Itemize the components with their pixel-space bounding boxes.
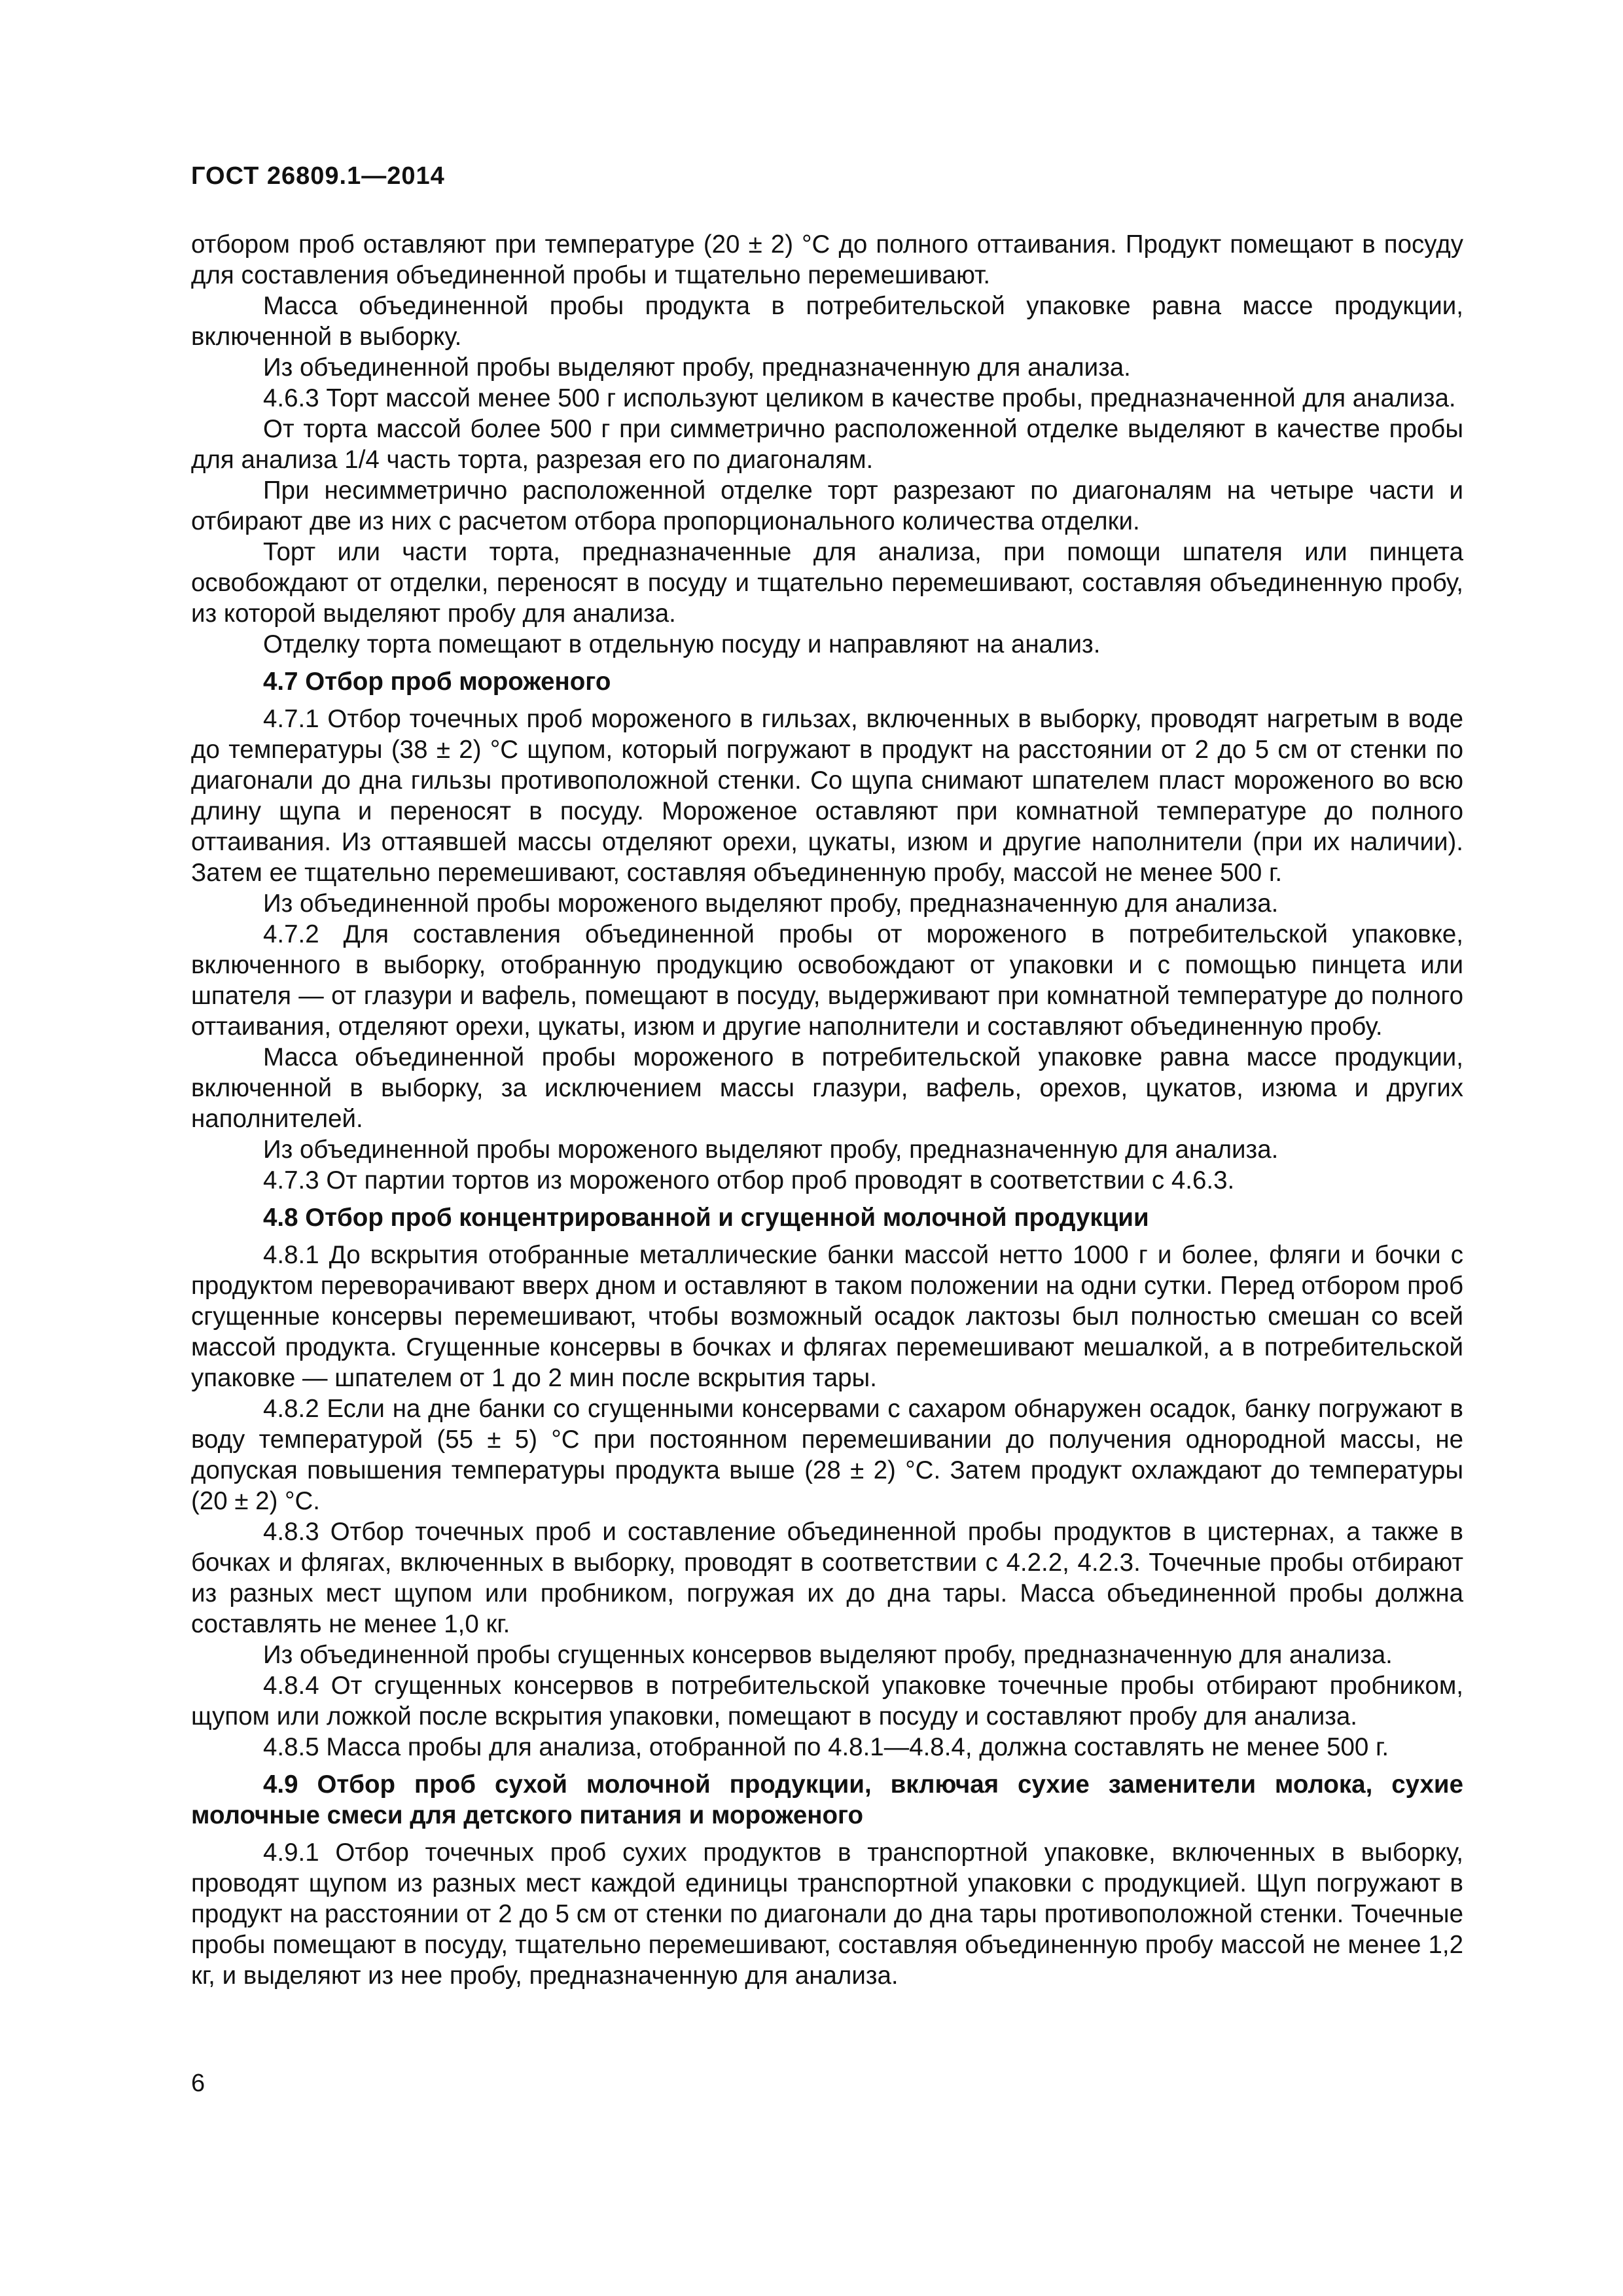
paragraph: Из объединенной пробы сгущенных консервов выделяют пробу, предназначенную для анализа. [263, 1641, 1393, 1669]
paragraph: 4.7.3 От партии тортов из мороженого отбор проб проводят в соответствии с 4.6.3. [263, 1166, 1235, 1194]
paragraph: Торт или части торта, предназначенные для анализа, при помощи шпателя или пинцета освобождают от отделки, переносят в посуду и тщательно перемешивают, составляя объединенную пробу, из которой выделяют пробу для анализа. [191, 538, 1463, 628]
paragraph: отбором проб оставляют при температуре (20 ± 2) °С до полного оттаивания. Продукт помещают в посуду для составления объединенной пробы и тщательно перемешивают. [191, 230, 1463, 289]
paragraph: 4.8.4 От сгущенных консервов в потребительской упаковке точечные пробы отбирают пробником, щупом или ложкой после вскрытия упаковки, помещают в посуду и составляют пробу для анализа. [191, 1672, 1463, 1731]
paragraph: Из объединенной пробы мороженого выделяют пробу, предназначенную для анализа. [263, 889, 1279, 918]
paragraph: 4.6.3 Торт массой менее 500 г используют целиком в качестве пробы, предназначенной для анализа. [263, 384, 1456, 412]
paragraph: 4.7.1 Отбор точечных проб мороженого в гильзах, включенных в выборку, проводят нагретым в воде до температуры (38 ± 2) °С щупом, который погружают в продукт на расстоянии от 2 до 5 см от стенки по диагонали до дна гильзы противоположной стенки. Со щупа снимают шпателем пласт мороженого во всю длину щупа и переносят в посуду. Мороженое оставляют при комнатной температуре до полного оттаивания. Из оттаявшей массы отделяют орехи, цукаты, изюм и другие наполнители (при их наличии). Затем ее тщательно перемешивают, составляя объединенную пробу, массой не менее 500 г. [191, 705, 1463, 887]
paragraph: Масса объединенной пробы мороженого в потребительской упаковке равна массе продукции, включенной в выборку, за исключением массы глазури, вафель, орехов, цукатов, изюма и других наполнителей. [191, 1043, 1463, 1133]
page-header: ГОСТ 26809.1—2014 [191, 162, 445, 190]
paragraph: Из объединенной пробы выделяют пробу, предназначенную для анализа. [263, 353, 1131, 382]
section-heading: 4.9 Отбор проб сухой молочной продукции, включая сухие заменители молока, сухие молочные смеси для детского питания и мороженого [191, 1770, 1463, 1829]
paragraph: 4.8.2 Если на дне банки со сгущенными консервами с сахаром обнаружен осадок, банку погружают в воду температурой (55 ± 5) °С при постоянном перемешивании до получения однородной массы, не допуская повышения температуры продукта выше (28 ± 2) °С. Затем продукт охлаждают до температуры (20 ± 2) °С. [191, 1395, 1463, 1515]
paragraph: 4.8.1 До вскрытия отобранные металлические банки массой нетто 1000 г и более, фляги и бочки с продуктом переворачивают вверх дном и оставляют в таком положении на одни сутки. Перед отбором проб сгущенные консервы перемешивают, чтобы возможный осадок лактозы был полностью смешан со всей массой продукта. Сгущенные консервы в бочках и флягах перемешивают мешалкой, а в потребительской упаковке — шпателем от 1 до 2 мин после вскрытия тары. [191, 1241, 1463, 1392]
page-number: 6 [191, 2070, 205, 2097]
paragraph: Отделку торта помещают в отдельную посуду и направляют на анализ. [263, 630, 1101, 658]
paragraph: 4.8.5 Масса пробы для анализа, отобранной по 4.8.1—4.8.4, должна составлять не менее 500 г. [263, 1733, 1389, 1761]
paragraph: 4.8.3 Отбор точечных проб и составление объединенной пробы продуктов в цистернах, а также в бочках и флягах, включенных в выборку, проводят в соответствии с 4.2.2, 4.2.3. Точечные пробы отбирают из разных мест щупом или пробником, погружая их до дна тары. Масса объединенной пробы должна составлять не менее 1,0 кг. [191, 1518, 1463, 1638]
paragraph: При несимметрично расположенной отделке торт разрезают по диагоналям на четыре части и отбирают две из них с расчетом отбора пропорционального количества отделки. [191, 476, 1463, 535]
document-body [191, 229, 1463, 1991]
section-heading: 4.8 Отбор проб концентрированной и сгущенной молочной продукции [263, 1204, 1149, 1232]
paragraph: Масса объединенной пробы продукта в потребительской упаковке равна массе продукции, включенной в выборку. [191, 292, 1463, 351]
section-heading: 4.7 Отбор проб мороженого [263, 668, 611, 696]
paragraph: Из объединенной пробы мороженого выделяют пробу, предназначенную для анализа. [263, 1136, 1279, 1164]
paragraph: От торта массой более 500 г при симметрично расположенной отделке выделяют в качестве пробы для анализа 1/4 часть торта, разрезая его по диагоналям. [191, 415, 1463, 474]
paragraph: 4.7.2 Для составления объединенной пробы от мороженого в потребительской упаковке, включенного в выборку, отобранную продукцию освобождают от упаковки и с помощью пинцета или шпателя — от глазури и вафель, помещают в посуду, выдерживают при комнатной температуре до полного оттаивания, отделяют орехи, цукаты, изюм и другие наполнители и составляют объединенную пробу. [191, 920, 1463, 1041]
paragraph: 4.9.1 Отбор точечных проб сухих продуктов в транспортной упаковке, включенных в выборку, проводят щупом из разных мест каждой единицы транспортной упаковки с продукцией. Щуп погружают в продукт на расстоянии от 2 до 5 см от стенки по диагонали до дна тары противоположной стенки. Точечные пробы помещают в посуду, тщательно перемешивают, составляя объединенную пробу массой не менее 1,2 кг, и выделяют из нее пробу, предназначенную для анализа. [191, 1839, 1463, 1990]
